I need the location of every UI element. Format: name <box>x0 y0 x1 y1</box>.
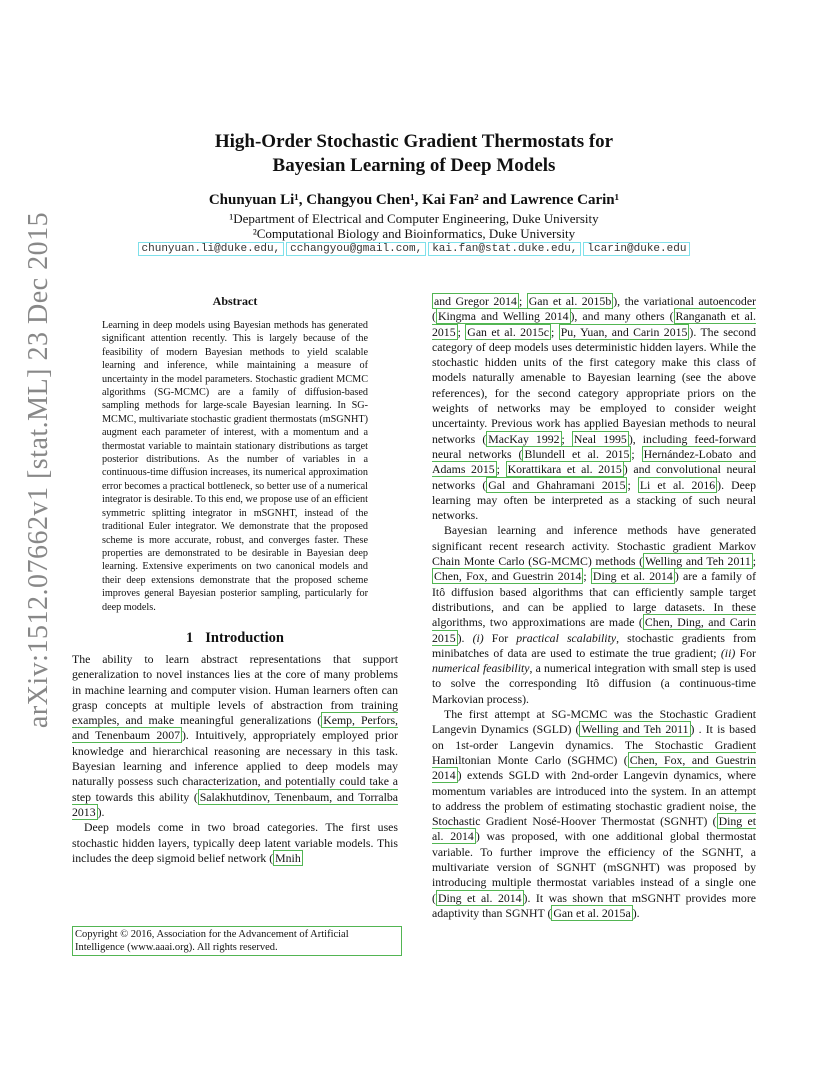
text-run: For <box>483 630 517 645</box>
text-run: ) was proposed, with one additional global thermostat variable. To further improve the efficiency of the SGNHT, a multivariate version of SGNHT (mSGNHT) was proposed by introducing multiple thermostat variables instead of a single one ( <box>432 829 756 905</box>
copyright-notice[interactable]: Copyright © 2016, Association for the Advancement of Artificial Intelligence (www.aaai.org). All rights reserved. <box>72 926 402 956</box>
text-run: ). <box>632 905 640 920</box>
citation-link[interactable]: Blundell et al. 2015 <box>524 446 630 461</box>
text-run: ). <box>97 804 105 819</box>
text-run: ). The second category of deep models uses deterministic hidden layers. While the stochastic hidden units of the first category make this class of models naturally amenable to Bayesian learning (see the above references), for the second category appropriate priors on the weights of networks may be employed to consider weight uncertainty. Previous work has applied Bayesian methods to neural networks ( <box>432 324 756 446</box>
citation-link[interactable]: Ding et al. 2014 <box>432 814 756 844</box>
email-link-chen[interactable]: cchangyou@gmail.com, <box>286 242 426 256</box>
citation-link[interactable]: Kingma and Welling 2014 <box>437 309 569 324</box>
author-emails <box>0 243 828 255</box>
text-run: Deep models come in two broad categories. The first uses stochastic hidden layers, typically deep latent variable models. This includes the deep sigmoid belief network ( <box>72 820 398 865</box>
text-run: ), including feed-forward neural networks ( <box>432 431 756 461</box>
text-run: The ability to learn abstract representations that support generalization to novel instances lies at the core of many problems in machine learning and computer vision. Human learners often can grasp concepts at multiple levels of abstraction from training examples, and make meaningful generalizations ( <box>72 651 398 728</box>
citation-link[interactable]: Gan et al. 2015b <box>528 294 612 308</box>
text-run: ), the variational autoencoder ( <box>432 294 756 324</box>
citation-link[interactable]: Welling and Teh 2011 <box>581 722 689 737</box>
citation-link[interactable]: Neal 1995 <box>573 431 627 446</box>
citation-link[interactable]: Gal and Ghahramani 2015 <box>488 477 626 492</box>
text-run-italic: (ii) <box>720 645 736 660</box>
affiliation-1: ¹Department of Electrical and Computer Engineering, Duke University <box>229 211 599 226</box>
text-run: ; <box>518 294 527 308</box>
text-run: ; <box>457 324 466 339</box>
citation-link[interactable]: Ranganath et al. 2015 <box>432 309 756 339</box>
citation-link[interactable]: Ding et al. 2014 <box>437 890 522 905</box>
text-run: ). Intuitively, appropriately employed prior knowledge and hierarchical reasoning are necessary in this task. Bayesian learning and inference applied to deep models may naturally possess such characterization, and potentially could take a step towards this ability ( <box>72 728 398 804</box>
arxiv-stamp <box>18 211 60 729</box>
text-run: For <box>735 645 756 660</box>
title-line-1: High-Order Stochastic Gradient Thermostats for <box>214 131 614 152</box>
text-run: , a numerical integration with small step is used to solve the corresponding Itô diffusion (a continuous-time Markovian process). <box>432 661 757 706</box>
text-run: ). It was shown that mSGNHT provides more adaptivity than SGNHT ( <box>432 890 756 920</box>
citation-link[interactable]: Mnih <box>275 850 301 865</box>
email-link-fan[interactable]: kai.fan@stat.duke.edu, <box>428 242 581 256</box>
citation-link[interactable]: Kemp, Perfors, and Tenenbaum 2007 <box>72 713 398 743</box>
citation-link[interactable]: and Gregor 2014 <box>434 294 517 308</box>
right-paragraph-3 <box>432 707 756 921</box>
title-line-2: Bayesian Learning of Deep Models <box>272 155 556 176</box>
text-run: ). <box>457 630 473 645</box>
text-run: The first attempt at SG-MCMC was the Stochastic Gradient Langevin Dynamics (SGLD) ( <box>432 707 756 737</box>
citation-link[interactable]: Salakhutdinov, Tenenbaum, and Torralba 2013 <box>72 789 398 819</box>
text-run: ; <box>583 569 591 584</box>
text-run: Bayesian learning and inference methods have generated significant recent research activity. Stochastic gradient Markov Chain Monte Carlo (SG-MCMC) methods ( <box>432 523 756 569</box>
citation-link[interactable]: Korattikara et al. 2015 <box>507 462 622 477</box>
text-run-italic: numerical feasibility <box>432 661 530 676</box>
right-paragraph-2 <box>432 523 756 707</box>
citation-link[interactable]: Gan et al. 2015a <box>553 905 631 920</box>
citation-link[interactable]: MacKay 1992 <box>488 431 560 446</box>
text-run: ; <box>496 462 506 477</box>
text-run: ; <box>627 477 638 492</box>
text-run: ) and convolutional neural networks ( <box>432 462 756 492</box>
left-column <box>72 294 398 866</box>
arxiv-stamp-text: arXiv:1512.07662v1 [stat.ML] 23 Dec 2015 <box>23 211 54 729</box>
citation-link[interactable]: Chen, Ding, and Carin 2015 <box>432 615 757 645</box>
citation-link[interactable]: Chen, Fox, and Guestrin 2014 <box>434 569 582 584</box>
text-run: ) . It is based on 1st-order Langevin dynamics. The Stochastic Gradient Hamiltonian Monte Carlo (SGHMC) ( <box>432 722 756 767</box>
citation-link[interactable]: Pu, Yuan, and Carin 2015 <box>560 324 688 339</box>
affiliation-2: ²Computational Biology and Bioinformatics, Duke University <box>252 226 576 241</box>
right-column <box>432 294 756 921</box>
citation-link[interactable]: Li et al. 2016 <box>639 477 716 492</box>
text-run: ; <box>551 324 559 339</box>
text-run: ). Deep learning may often be interpreted as a stacking of such neural networks. <box>432 477 757 523</box>
right-paragraph-1 <box>432 294 756 523</box>
text-run: ; <box>561 431 572 446</box>
citation-link[interactable]: Ding et al. 2014 <box>592 569 673 584</box>
text-run: ) extends SGLD with 2nd-order Langevin dynamics, where momentum variables are introduced into the system. In an attempt to address the problem of estimating stochastic gradient noise, the Stochastic Gradient Nosé-Hoover Thermostat (SGNHT) ( <box>432 768 756 829</box>
text-run: ) are a family of Itô diffusion based algorithms that can efficiently sample target distributions, and can be applied to large datasets. In these algorithms, two approximations are made ( <box>432 569 756 630</box>
text-run-italic: practical scalability <box>516 630 617 645</box>
abstract-heading: Abstract <box>212 294 258 308</box>
email-link-li[interactable]: chunyuan.li@duke.edu, <box>138 242 285 256</box>
section-title: Introduction <box>205 629 284 646</box>
authors: Chunyuan Li¹, Changyou Chen¹, Kai Fan² and Lawrence Carin¹ <box>208 192 620 208</box>
text-run: ), and many others ( <box>570 309 674 324</box>
text-run-italic: (i) <box>472 630 484 645</box>
abstract-text: Learning in deep models using Bayesian methods has generated significant attention recently. This is largely because of the feasibility of modern Bayesian methods to yield scalable learning and inference, while maintaining a measure of uncertainty in the model parameters. Stochastic gradient MCMC algorithms (SG-MCMC) are a family of diffusion-based sampling methods for large-scale Bayesian learning. In SG-MCMC, multivariate stochastic gradient thermostats (mSGNHT) augment each parameter of interest, with a momentum and a thermostat variable to maintain stationary distributions as target posterior distributions. As the number of variables in a continuous-time diffusion increases, its numerical approximation error becomes a practical bottleneck, so better use of a numerical integrator is desirable. To this end, we propose use of an efficient symmetric splitting integrator in mSGNHT, instead of the traditional Euler integrator. We demonstrate that the proposed scheme is more accurate, robust, and converges faster. These properties are demonstrated to be desirable in Bayesian deep learning. Extensive experiments on two canonical models and their deep extensions demonstrate that the proposed scheme improves general Bayesian posterior sampling, particularly for deep models. <box>102 320 368 613</box>
section-heading-introduction <box>72 630 398 647</box>
paper-title <box>0 130 828 178</box>
citation-link[interactable]: Hernández-Lobato and Adams 2015 <box>432 446 756 477</box>
citation-link[interactable]: Chen, Fox, and Guestrin 2014 <box>432 752 756 783</box>
text-run: ; <box>752 554 756 569</box>
text-run: ; <box>631 446 642 461</box>
intro-paragraph-2 <box>72 820 398 866</box>
citation-link[interactable]: Gan et al. 2015c <box>467 324 550 339</box>
intro-paragraph-1 <box>72 652 398 820</box>
text-run: , stochastic gradients from minibatches of data are used to estimate the true gradient; <box>432 630 756 660</box>
email-link-carin[interactable]: lcarin@duke.edu <box>583 242 690 256</box>
section-number: 1 <box>186 629 194 646</box>
citation-link[interactable]: Welling and Teh 2011 <box>645 554 751 569</box>
